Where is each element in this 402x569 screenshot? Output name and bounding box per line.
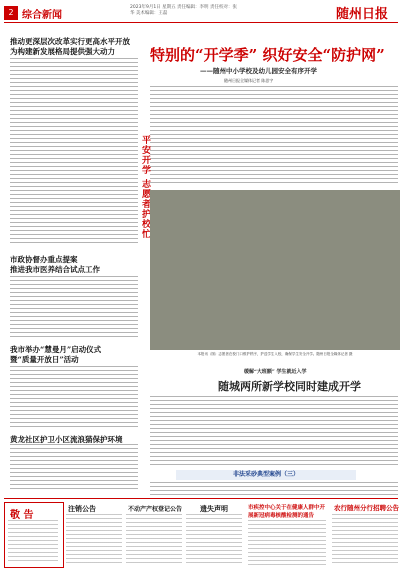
- header-rule: [4, 22, 398, 23]
- lead-byline: 随州日报全媒体记者 陈思宇: [224, 78, 274, 83]
- ad-3-body: [126, 514, 182, 566]
- section-title: 综合新闻: [22, 10, 62, 21]
- left-headline-1: 推动更深层次改革实行更高水平开放: [10, 37, 130, 46]
- lead-subtitle: ——随州中小学校及幼儿园安全有序开学: [200, 67, 317, 75]
- left-article-4-body: [10, 444, 138, 492]
- left-headline-1b: 为构建新发展格局提供强大动力: [10, 47, 115, 56]
- ad-5-body: [248, 520, 326, 566]
- left-headline-4: 黄龙社区护卫小区流浪猫保护环境: [10, 435, 123, 444]
- newspaper-logo: 随州日报: [335, 7, 388, 22]
- ad-4-body: [186, 514, 242, 566]
- ad-1-title: 敬 告: [10, 510, 34, 521]
- ad-6-title: 农行随州分行招聘公告: [334, 504, 399, 512]
- left-headline-3b: 暨“质量开放日”活动: [10, 355, 79, 364]
- notice-banner: 非法采砂典型案例（三）: [176, 470, 356, 480]
- left-headline-2b: 推进我市医养结合试点工作: [10, 265, 100, 274]
- page-number: 2: [4, 6, 18, 20]
- ad-5-title: 市疾控中心关于在健康人群中开展新冠病毒核酸检测的通告: [248, 505, 326, 519]
- lead-headline: 特别的“开学季” 织好安全“防护网”: [150, 46, 385, 64]
- ad-2-body: [66, 514, 122, 566]
- ad-3-title: 不动产产权登记公告: [128, 506, 183, 513]
- left-headline-2: 市政协督办重点提案: [10, 255, 78, 264]
- ad-2-title: 注销公告: [68, 504, 96, 513]
- second-kicker: 缓解“大班额” 学生就近入学: [244, 369, 307, 375]
- ads-rule: [4, 498, 398, 499]
- second-article-body: [150, 396, 398, 466]
- second-headline: 随城两所新学校同时建成开学: [218, 380, 361, 393]
- lead-vertical-label: 平安开学 志愿者护校忙: [140, 135, 150, 240]
- ad-4-title: 遗失声明: [200, 504, 228, 513]
- photo-caption: 本报讯（图）志愿者在校门口维护秩序，护送学生入校，确保学生安全开学。随州日报全媒体记者 摄: [197, 352, 353, 356]
- edition-info: 2023年9月1日 星期五 责任编辑：李明 责任校对：张华 美术编辑：王磊: [130, 5, 237, 16]
- lead-photo: [150, 190, 400, 350]
- left-article-1-body: [10, 58, 138, 246]
- notice-body: [150, 482, 398, 496]
- left-article-2-body: [10, 276, 138, 338]
- ad-6-body: [332, 514, 398, 566]
- left-article-3-body: [10, 366, 138, 428]
- lead-body: [150, 86, 398, 184]
- ad-1-body: [8, 520, 58, 564]
- left-headline-3: 我市举办“慧曼月”启动仪式: [10, 345, 102, 354]
